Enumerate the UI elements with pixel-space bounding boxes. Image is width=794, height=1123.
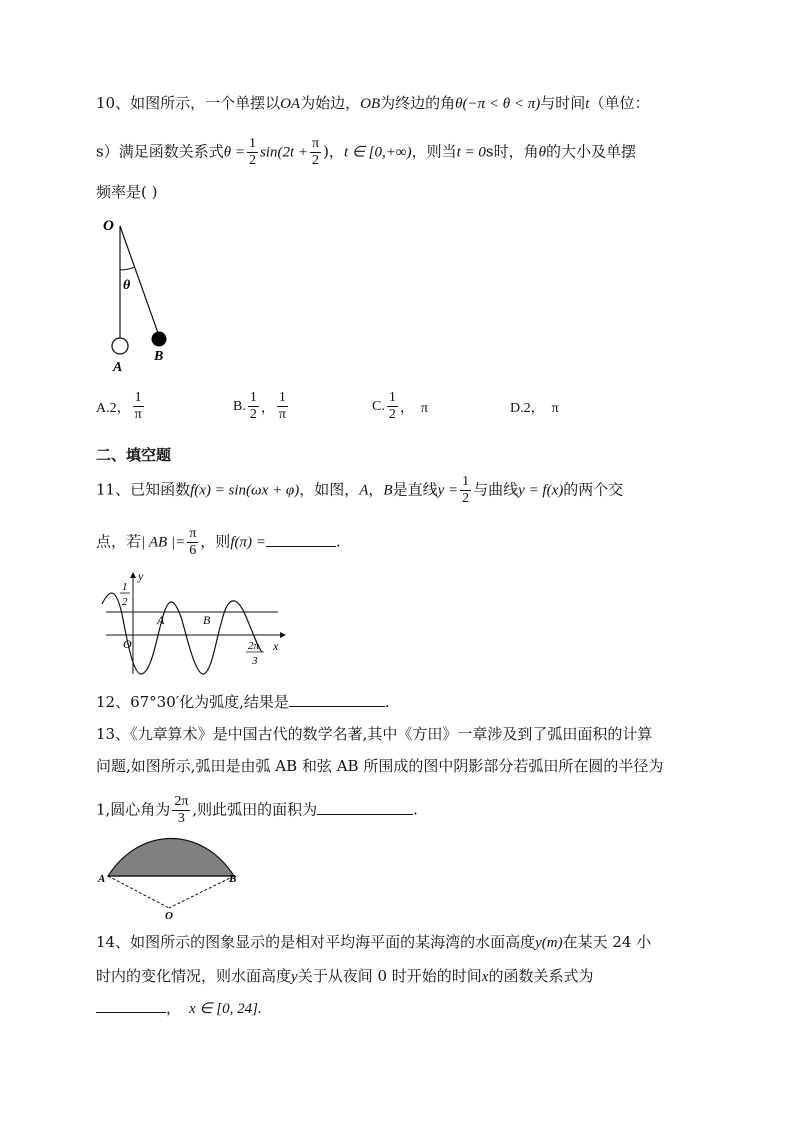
label-a: A bbox=[113, 360, 123, 375]
frac-num: π bbox=[189, 526, 197, 541]
option-c[interactable] bbox=[372, 390, 428, 423]
text: 频率是( ) bbox=[96, 183, 158, 201]
text: s）满足函数关系式 bbox=[96, 142, 224, 161]
option-a[interactable] bbox=[96, 390, 146, 423]
text: 的大小及单摆 bbox=[545, 142, 636, 161]
answer-blank[interactable] bbox=[317, 800, 413, 815]
angle-condition: θ(−π < θ < π) bbox=[455, 96, 541, 112]
option-text: A.2， bbox=[96, 400, 131, 416]
half-num: 1 bbox=[122, 581, 128, 593]
frac-num: 2π bbox=[174, 794, 189, 809]
text: . bbox=[384, 693, 390, 711]
q13-line-2: 问题,如图所示,弧田是由弧 AB 和弦 AB 所围成的图中阴影部分若弧田所在圆的半径为 bbox=[96, 757, 664, 775]
label-b: B bbox=[154, 349, 164, 364]
point-b-label: B bbox=[203, 613, 211, 627]
frac-num: 1 bbox=[278, 390, 286, 405]
answer-blank[interactable] bbox=[96, 998, 166, 1013]
label-theta: θ bbox=[123, 278, 131, 293]
sin-expr: sin(2t + bbox=[259, 144, 308, 161]
fraction-pi-2 bbox=[310, 136, 321, 169]
option-text: D.2， π bbox=[510, 401, 559, 416]
fraction bbox=[248, 390, 259, 423]
fraction bbox=[277, 390, 288, 423]
section-heading: 二、填空题 bbox=[96, 446, 172, 464]
text: 11、已知函数 bbox=[96, 480, 191, 499]
q13-line-3 bbox=[96, 794, 418, 827]
fraction bbox=[387, 390, 398, 423]
text: 的两个交 bbox=[563, 480, 624, 499]
fraction bbox=[133, 390, 144, 423]
answer-blank[interactable] bbox=[266, 532, 336, 547]
text: （单位： bbox=[589, 94, 650, 112]
tick-den: 3 bbox=[252, 655, 258, 667]
abs-ab: | AB |= bbox=[141, 534, 186, 551]
frac-num: 1 bbox=[462, 474, 470, 489]
q11-line-1 bbox=[96, 474, 623, 507]
y-axis-arrow bbox=[130, 572, 136, 578]
tick-num: 2π bbox=[248, 640, 260, 652]
q14-line-1 bbox=[96, 932, 651, 953]
label-a: A bbox=[98, 873, 106, 885]
curve-expr: y = f(x) bbox=[518, 482, 564, 499]
text: 与时间 bbox=[540, 94, 586, 112]
frac-den: 2 bbox=[249, 407, 257, 422]
text: 与曲线 bbox=[473, 480, 519, 499]
frac-den: 2 bbox=[312, 153, 320, 168]
frac-num: 1 bbox=[388, 390, 396, 405]
angle-arc bbox=[120, 267, 135, 270]
y-eq: y = bbox=[437, 482, 459, 499]
x-axis-arrow bbox=[280, 632, 286, 638]
text: 为始边， bbox=[300, 94, 361, 112]
frac-num: π bbox=[312, 136, 320, 151]
domain: x ∈ [0, 24]. bbox=[189, 1001, 262, 1017]
q14-line-2 bbox=[96, 966, 593, 987]
y-m: y(m) bbox=[535, 935, 563, 951]
text: ，如图， bbox=[299, 480, 360, 499]
bob-a bbox=[112, 338, 128, 354]
f-pi: f(π) = bbox=[230, 534, 266, 551]
fraction-half bbox=[247, 136, 258, 169]
text: 的函数关系式为 bbox=[488, 967, 594, 985]
point-b: B bbox=[383, 482, 393, 499]
frac-den: 3 bbox=[177, 811, 185, 826]
pendulum-figure bbox=[96, 212, 186, 377]
text: 时内的变化情况，则水面高度 bbox=[96, 967, 292, 985]
point-a: A bbox=[359, 482, 369, 499]
sine-graph bbox=[96, 570, 286, 680]
option-d[interactable] bbox=[510, 397, 559, 417]
shaded-segment bbox=[108, 839, 234, 877]
frac-den: 2 bbox=[248, 153, 256, 168]
half-den: 2 bbox=[122, 596, 128, 608]
q14-line-3 bbox=[96, 998, 262, 1019]
option-text: B. bbox=[233, 398, 246, 414]
label-oa: OA bbox=[280, 96, 301, 112]
var-x: x bbox=[481, 969, 489, 985]
radius-oa bbox=[108, 876, 169, 908]
frac-num: 1 bbox=[248, 136, 256, 151]
label-o: O bbox=[103, 218, 114, 234]
text: ，则 bbox=[200, 532, 231, 551]
domain: t ∈ [0,+∞) bbox=[343, 144, 412, 161]
text: 12、67°30′化为弧度,结果是 bbox=[96, 693, 289, 711]
bob-b bbox=[152, 332, 167, 347]
var-y: y bbox=[291, 969, 298, 985]
text: 14、如图所示的图象显示的是相对平均海平面的某海湾的水面高度 bbox=[96, 933, 536, 951]
label-ob: OB bbox=[360, 96, 381, 112]
var-t: t bbox=[585, 96, 590, 112]
var-theta: θ bbox=[538, 144, 546, 161]
label-b: B bbox=[229, 873, 237, 885]
q10-line-1 bbox=[96, 93, 649, 114]
frac-den: π bbox=[278, 407, 286, 422]
option-text: C. bbox=[372, 398, 385, 414]
q13-line-1: 13、《九章算术》是中国古代的数学名著,其中《方田》一章涉及到了弧田面积的计算 bbox=[96, 725, 653, 743]
text: 关于从夜间 0 时开始的时间 bbox=[297, 967, 482, 985]
q11-line-2 bbox=[96, 526, 341, 559]
frac-num: 1 bbox=[134, 390, 142, 405]
text: 1,圆心角为 bbox=[96, 800, 171, 819]
text: ， bbox=[166, 999, 182, 1017]
q12-line bbox=[96, 692, 390, 712]
radius-ob bbox=[169, 876, 234, 908]
text: 为终边的角 bbox=[380, 94, 456, 112]
arc-field-figure bbox=[96, 832, 246, 924]
option-text: ， bbox=[260, 400, 275, 416]
text: ,则此弧田的面积为 bbox=[192, 800, 318, 819]
answer-blank[interactable] bbox=[289, 692, 385, 707]
frac-den: π bbox=[134, 407, 142, 422]
text: 是直线 bbox=[392, 480, 438, 499]
text: . bbox=[335, 532, 341, 551]
text: . bbox=[413, 800, 418, 819]
q10-line-2 bbox=[96, 136, 636, 169]
q10-line-3 bbox=[96, 182, 157, 202]
text: s时，角 bbox=[485, 142, 539, 161]
option-text: ， π bbox=[399, 400, 428, 416]
text: ， bbox=[368, 480, 384, 499]
point-a-label: A bbox=[157, 613, 165, 627]
theta-eq: θ = bbox=[223, 144, 245, 161]
fraction-pi-6 bbox=[187, 526, 198, 559]
function-expr: f(x) = sin(ωx + φ) bbox=[190, 482, 300, 499]
y-label: y bbox=[138, 570, 144, 583]
t-zero: t = 0 bbox=[456, 144, 486, 161]
text: 在某天 24 小 bbox=[562, 933, 652, 951]
frac-num: 1 bbox=[249, 390, 257, 405]
fraction-half bbox=[460, 474, 471, 507]
text: ，则当 bbox=[411, 142, 457, 161]
option-b[interactable] bbox=[233, 390, 290, 423]
text: 10、如图所示，一个单摆以 bbox=[96, 94, 281, 112]
frac-den: 2 bbox=[462, 491, 470, 506]
fraction-2pi-3 bbox=[172, 794, 190, 827]
origin-label: O bbox=[123, 637, 132, 651]
x-label: x bbox=[273, 639, 279, 653]
text: )， bbox=[323, 142, 344, 161]
frac-den: 6 bbox=[189, 543, 197, 558]
label-o: O bbox=[165, 910, 173, 922]
text: 点，若 bbox=[96, 532, 142, 551]
frac-den: 2 bbox=[388, 407, 396, 422]
